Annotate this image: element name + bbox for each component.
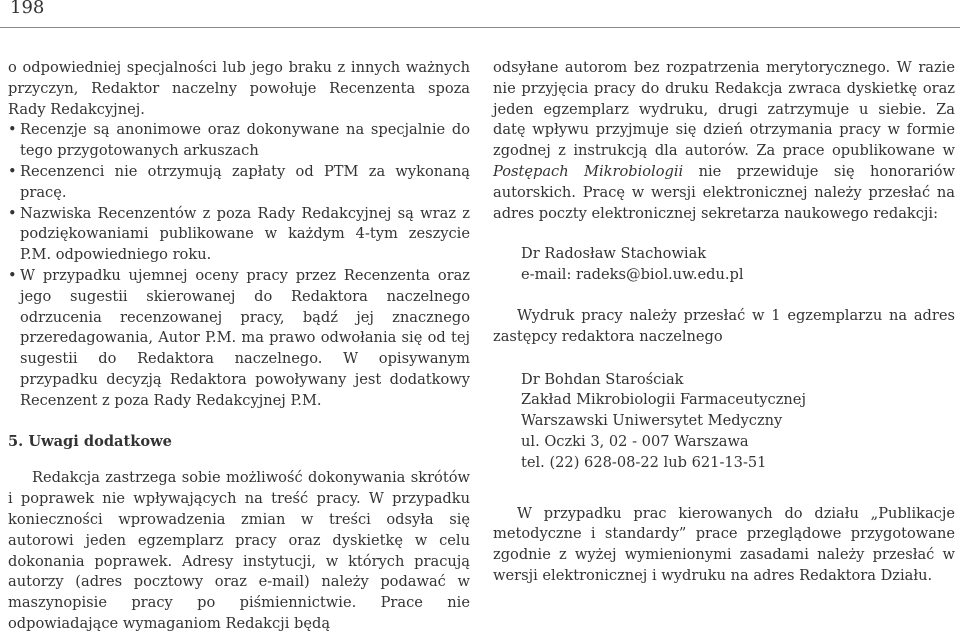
list-item: • Recenzenci nie otrzymują zapłaty od PTM za wykonaną pracę. — [8, 162, 470, 204]
journal-title: Postępach Mikrobiologii — [493, 162, 684, 180]
submission-text-b: nie przewiduje się honorariów autorskich. Pracę w wersji elektronicznej należy przesłać na adres poczty elektronicznej sekretarza naukowego redakcji: — [493, 162, 956, 222]
deputy-street: ul. Oczki 3, 02 - 007 Warszawa — [521, 432, 749, 450]
continuation-paragraph: o odpowiedniej specjalności lub jego braku z innych ważnych przyczyn, Redaktor naczelny powołuje Recenzenta spoza Rady Redakcyjnej. — [8, 59, 470, 118]
deputy-phone: tel. (22) 628-08-22 lub 621-13-51 — [521, 453, 767, 471]
secretary-email: e-mail: radeks@biol.uw.edu.pl — [521, 266, 744, 284]
deputy-department: Zakład Mikrobiologii Farmaceutycznej — [521, 391, 806, 409]
right-column — [493, 58, 955, 587]
submission-text-a: odsyłane autorom bez rozpatrzenia merytorycznego. W razie nie przyjęcia pracy do druku Redakcja zwraca dyskietkę oraz jeden egzemplarz wydruku, drugi zatrzymuje u siebie. Za datę wpływu przyjmuje się dzień otrzymania pracy w formie zgodnej z instrukcją dla autorów. Za prace opublikowane w — [493, 59, 955, 160]
review-rules-list — [8, 120, 470, 411]
secretary-name: Dr Radosław Stachowiak — [521, 245, 707, 263]
list-item: • Nazwiska Recenzentów z poza Rady Redakcyjnej są wraz z podziękowaniami publikowane w każdym 4-tym zeszycie P.M. odpowiedniego roku. — [8, 204, 470, 266]
secretary-contact — [521, 244, 955, 286]
section-heading: 5. Uwagi dodatkowe — [8, 432, 172, 450]
printout-paragraph: Wydruk pracy należy przesłać w 1 egzemplarzu na adres zastępcy redaktora naczelnego — [493, 306, 955, 345]
deputy-university: Warszawski Uniwersytet Medyczny — [521, 412, 783, 430]
page-number: 198 — [10, 0, 45, 18]
final-paragraph: W przypadku prac kierowanych do działu „Publikacje metodyczne i standardy” prace przeglądowe przygotowane zgodnie z wyżej wymienionymi zasadami należy przesłać w wersji elektronicznej i wydruku na adres Redaktora Działu. — [493, 504, 955, 584]
deputy-editor-address — [521, 370, 955, 474]
list-item: • Recenzje są anonimowe oraz dokonywane na specjalnie do tego przygotowanych arkuszach — [8, 120, 470, 162]
section-paragraph: Redakcja zastrzega sobie możliwość dokonywania skrótów i poprawek nie wpływających na treść pracy. W przypadku konieczności wprowadzenia zmian w treści odsyła się autorowi jeden egzemplarz pracy oraz dyskietkę w celu dokonania poprawek. Adresy instytucji, w których pracują autorzy (adres pocztowy oraz e-mail) należy podawać w maszynopisie pracy po piśmiennictwie. Prace nie odpowiadające wymaganiom Redakcji będą — [8, 469, 470, 632]
submission-paragraph — [493, 58, 955, 224]
deputy-name: Dr Bohdan Starościak — [521, 370, 684, 388]
list-item: • W przypadku ujemnej oceny pracy przez Recenzenta oraz jego sugestii skierowanej do Redaktora naczelnego odrzucenia recenzowanej pracy, bądź jej znacznego przeredagowania, Autor P.M. ma prawo odwołania się od tej sugestii do Redaktora naczelnego. W opisywanym przypadku decyzją Redaktora powoływany jest dodatkowy Recenzent z poza Rady Redakcyjnej P.M. — [8, 266, 470, 412]
header-rule — [0, 27, 960, 28]
left-column — [8, 58, 470, 635]
